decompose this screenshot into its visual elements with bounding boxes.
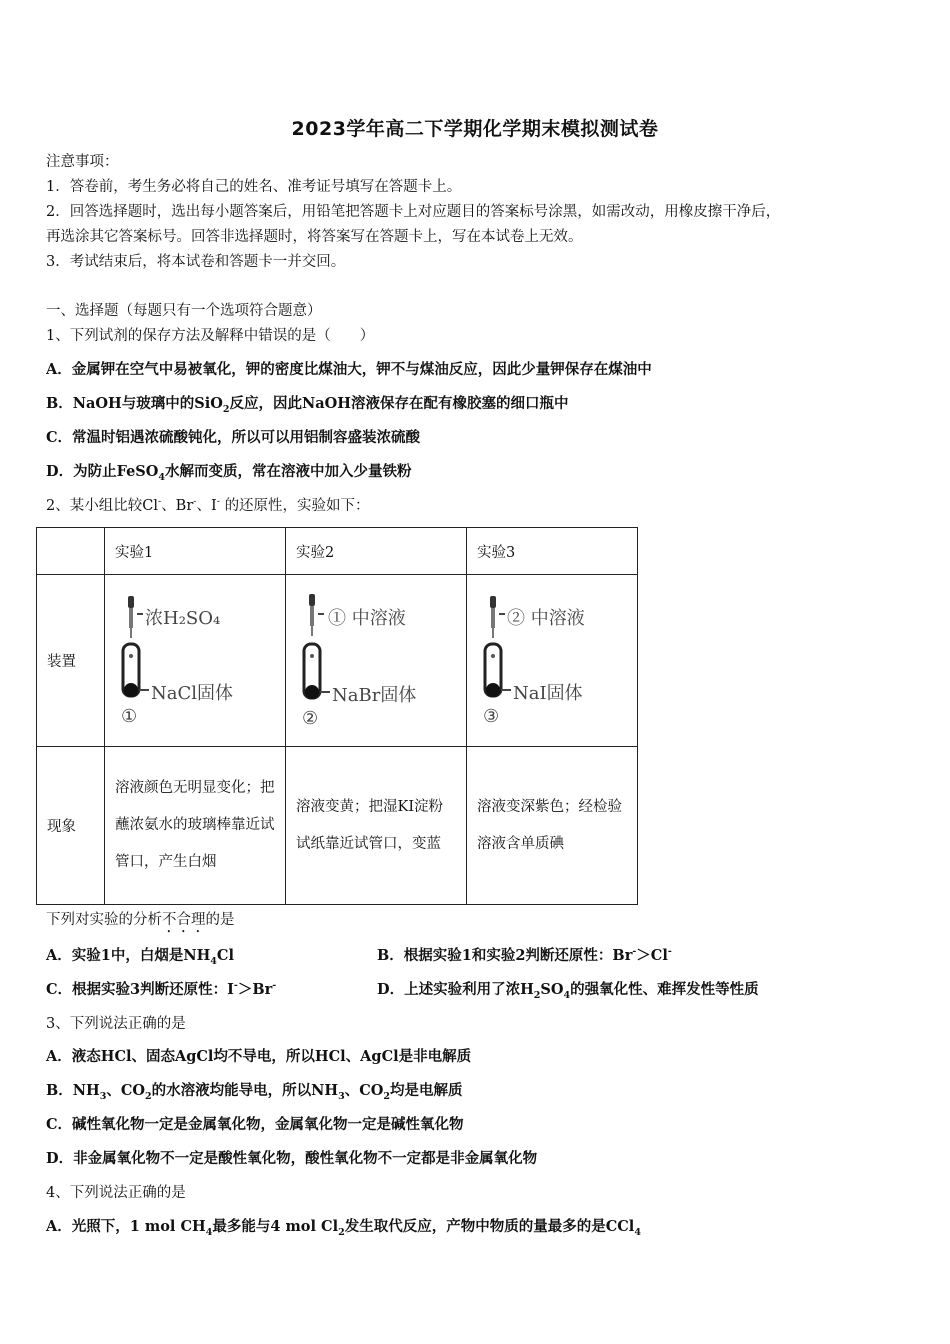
apparatus-3-top-label: ② 中溶液	[507, 607, 585, 629]
q2-option-b: B．根据实验1和实验2判断还原性：Br-＞Cl-	[377, 946, 672, 964]
q2-analysis-stem: 下列对实验的分析不合理的是	[46, 912, 235, 928]
q1-option-a: A．金属钾在空气中易被氧化，钾的密度比煤油大，钾不与煤油反应，因此少量钾保存在煤油中	[46, 361, 652, 378]
observation-3: 溶液变深紫色；经检验溶液含单质碘	[467, 747, 638, 905]
experiment-table	[36, 527, 638, 905]
page-title: 2023学年高二下学期化学期末模拟测试卷	[291, 118, 659, 140]
q2-option-c: C．根据实验3判断还原性：I-＞Br-	[46, 980, 277, 998]
q3-option-c: C．碱性氧化物一定是金属氧化物，金属氧化物一定是碱性氧化物	[46, 1116, 464, 1133]
q3-option-b: B．$NH_3$、$CO_2$的水溶液均能导电，所以$NH_3$、$CO_2$均是电解质	[46, 1082, 463, 1102]
apparatus-1	[105, 575, 286, 747]
notice-item-2: 2．回答选择题时，选出每小题答案后，用铅笔把答题卡上对应题目的答案标号涂黑，如需改动，用橡皮擦干净后，	[46, 204, 781, 220]
observation-1: 溶液颜色无明显变化；把蘸浓氨水的玻璃棒靠近试管口，产生白烟	[105, 747, 286, 905]
notice-item-1: 1．答卷前，考生务必将自己的姓名、准考证号填写在答题卡上。	[46, 179, 462, 195]
row-label-phenomenon: 现象	[37, 747, 105, 905]
apparatus-2-bottom-label: NaBr固体	[332, 684, 417, 706]
apparatus-3-number: ③	[483, 705, 500, 727]
q3-stem: 3、下列说法正确的是	[46, 1016, 186, 1032]
apparatus-1-bottom-label: NaCl固体	[151, 682, 234, 704]
table-header-exp1: 实验1	[105, 528, 286, 575]
apparatus-3	[467, 575, 638, 747]
notice-item-2-cont: 再选涂其它答案标号。回答非选择题时，将答案写在答题卡上，写在本试卷上无效。	[46, 229, 583, 245]
q2-option-a: A．实验1中，白烟是$NH_4Cl$	[46, 947, 234, 967]
apparatus-2-number: ②	[302, 707, 319, 729]
apparatus-2-top-label: ① 中溶液	[328, 607, 406, 629]
table-corner-cell	[37, 528, 105, 575]
q3-option-d: D．非金属氧化物不一定是酸性氧化物，酸性氧化物不一定都是非金属氧化物	[46, 1150, 538, 1167]
q2-stem: 2、某小组比较Cl-、Br-、I- 的还原性，实验如下：	[46, 496, 370, 514]
q1-option-d: D．为防止FeSO$_4$水解而变质，常在溶液中加入少量铁粉	[46, 463, 412, 483]
apparatus-2	[286, 575, 467, 747]
section-heading: 一、选择题（每题只有一个选项符合题意）	[46, 303, 322, 319]
q1-stem: 1、下列试剂的保存方法及解释中错误的是（ ）	[46, 328, 375, 344]
q4-option-a: A．光照下，1 mol $CH_4$最多能与4 mol $Cl_2$发生取代反应，产物中物质的量最多的是CCl$_4$	[46, 1218, 641, 1238]
q3-option-a: A．液态HCl、固态AgCl均不导电，所以HCl、AgCl是非电解质	[46, 1048, 472, 1065]
apparatus-1-number: ①	[121, 705, 138, 727]
row-label-apparatus: 装置	[37, 575, 105, 747]
q1-option-b: B．NaOH与玻璃中的SiO$_2$反应，因此NaOH溶液保存在配有橡胶塞的细口瓶中	[46, 395, 569, 415]
observation-2: 溶液变黄；把湿KI淀粉试纸靠近试管口，变蓝	[286, 747, 467, 905]
q2-option-d: D．上述实验利用了浓$H_2SO_4$的强氧化性、难挥发性等性质	[377, 981, 759, 1001]
q1-option-c: C．常温时铝遇浓硫酸钝化，所以可以用铝制容盛装浓硫酸	[46, 429, 421, 446]
table-header-exp2: 实验2	[286, 528, 467, 575]
apparatus-3-bottom-label: NaI固体	[513, 682, 583, 704]
table-header-exp3: 实验3	[467, 528, 638, 575]
notice-item-3: 3．考试结束后，将本试卷和答题卡一并交回。	[46, 254, 346, 270]
apparatus-1-top-label: 浓H₂SO₄	[145, 607, 221, 629]
notice-heading: 注意事项：	[46, 154, 119, 170]
q4-stem: 4、下列说法正确的是	[46, 1185, 186, 1201]
